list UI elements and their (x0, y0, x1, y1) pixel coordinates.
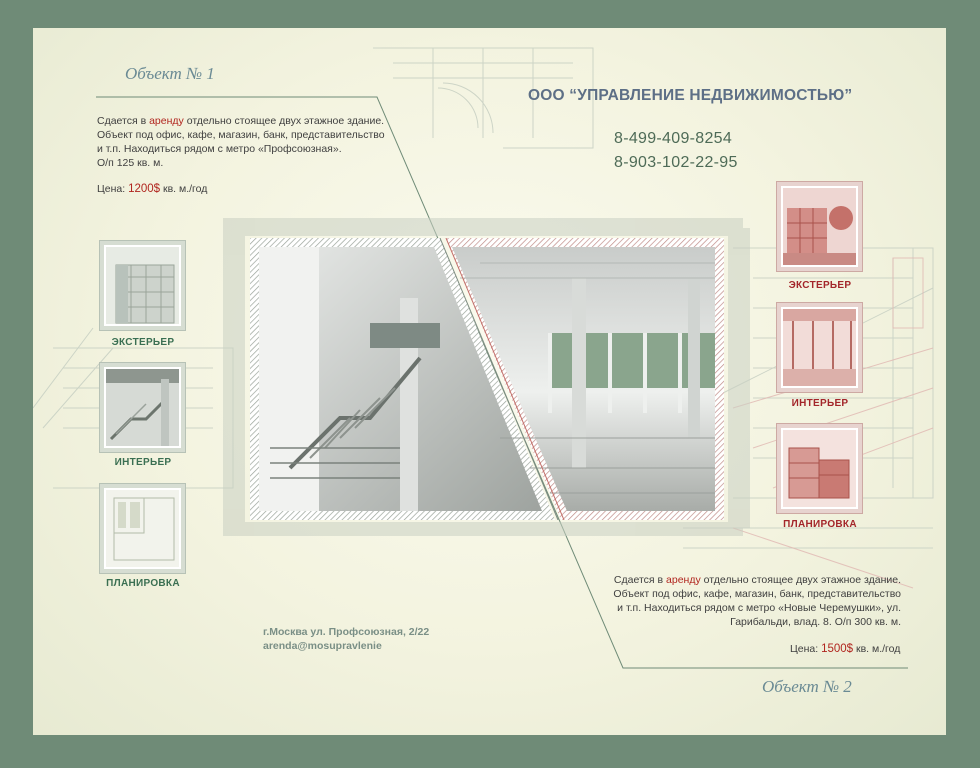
building-exterior-image (106, 247, 181, 326)
object1-desc-line3: и т.п. Находиться рядом с метро «Профсоюзная». (97, 143, 342, 155)
interior-red-image (783, 309, 858, 388)
object1-exterior-thumb[interactable] (99, 240, 186, 331)
object2-layout-label[interactable]: ПЛАНИРОВКА (783, 519, 857, 530)
object1-price-unit: кв. м./год (160, 183, 208, 195)
address-text: г.Москва ул. Профсоюзная, 2/22 (263, 626, 430, 638)
object1-rent-link[interactable]: аренду (149, 115, 184, 127)
object2-desc-line3: и т.п. Находиться рядом с метро «Новые Черемушки», ул. (617, 602, 901, 614)
object2-price-label: Цена: (790, 643, 822, 655)
object2-layout-thumb[interactable] (776, 423, 863, 514)
object2-desc-line2: Объект под офис, кафе, магазин, банк, представительство (613, 588, 901, 600)
object2-desc-pre: Сдается в (613, 574, 667, 586)
object2-interior-label[interactable]: ИНТЕРЬЕР (791, 398, 849, 409)
object2-price-value: 1500$ (821, 643, 854, 655)
object2-desc-line4: Гарибальди, влад. 8. О/п 300 кв. м. (730, 616, 901, 628)
object1-desc-line2: Объект под офис, кафе, магазин, банк, представительство (97, 129, 385, 141)
object2-rent-link[interactable]: аренду (666, 574, 701, 586)
object2-price-unit: кв. м./год (853, 643, 901, 655)
phone-1: 8-499-409-8254 (614, 130, 733, 147)
object1-exterior-label[interactable]: ЭКСТЕРЬЕР (111, 337, 175, 348)
object2-price (790, 643, 900, 655)
object2-exterior-thumb[interactable] (776, 181, 863, 272)
object2-desc-line1: отдельно стоящее двух этажное здание. (700, 574, 901, 586)
page-frame (33, 28, 946, 735)
contact-block (263, 625, 429, 653)
object1-interior-thumb[interactable] (99, 362, 186, 453)
object1-title: Объект № 1 (125, 64, 215, 83)
object1-layout-thumb[interactable] (99, 483, 186, 574)
object1-desc-pre: Сдается в (97, 115, 150, 127)
object1-price-label: Цена: (97, 183, 129, 195)
company-name: ООО “УПРАВЛЕНИЕ НЕДВИЖИМОСТЬЮ” (528, 87, 853, 104)
object1-desc-line4: О/п 125 кв. м. (97, 157, 164, 169)
email-link[interactable]: arenda@mosupravlenie (263, 640, 382, 652)
object2-description (601, 573, 901, 629)
object1-description (97, 114, 397, 170)
building-plan-red-image (783, 430, 858, 509)
object1-price (97, 183, 207, 195)
object1-layout-label[interactable]: ПЛАНИРОВКА (106, 578, 180, 589)
object1-price-value: 1200$ (128, 183, 161, 195)
stairs-interior-image (106, 369, 181, 448)
object2-interior-thumb[interactable] (776, 302, 863, 393)
phone-2: 8-903-102-22-95 (614, 154, 738, 171)
main-photo (250, 238, 724, 520)
building-exterior-red-image (783, 188, 858, 267)
object1-desc-line1: отдельно стоящее двух этажное здание. (183, 115, 385, 127)
floor-plan-image (106, 490, 181, 569)
object2-exterior-label[interactable]: ЭКСТЕРЬЕР (788, 280, 852, 291)
object2-title: Объект № 2 (762, 677, 852, 696)
object1-interior-label[interactable]: ИНТЕРЬЕР (114, 457, 172, 468)
